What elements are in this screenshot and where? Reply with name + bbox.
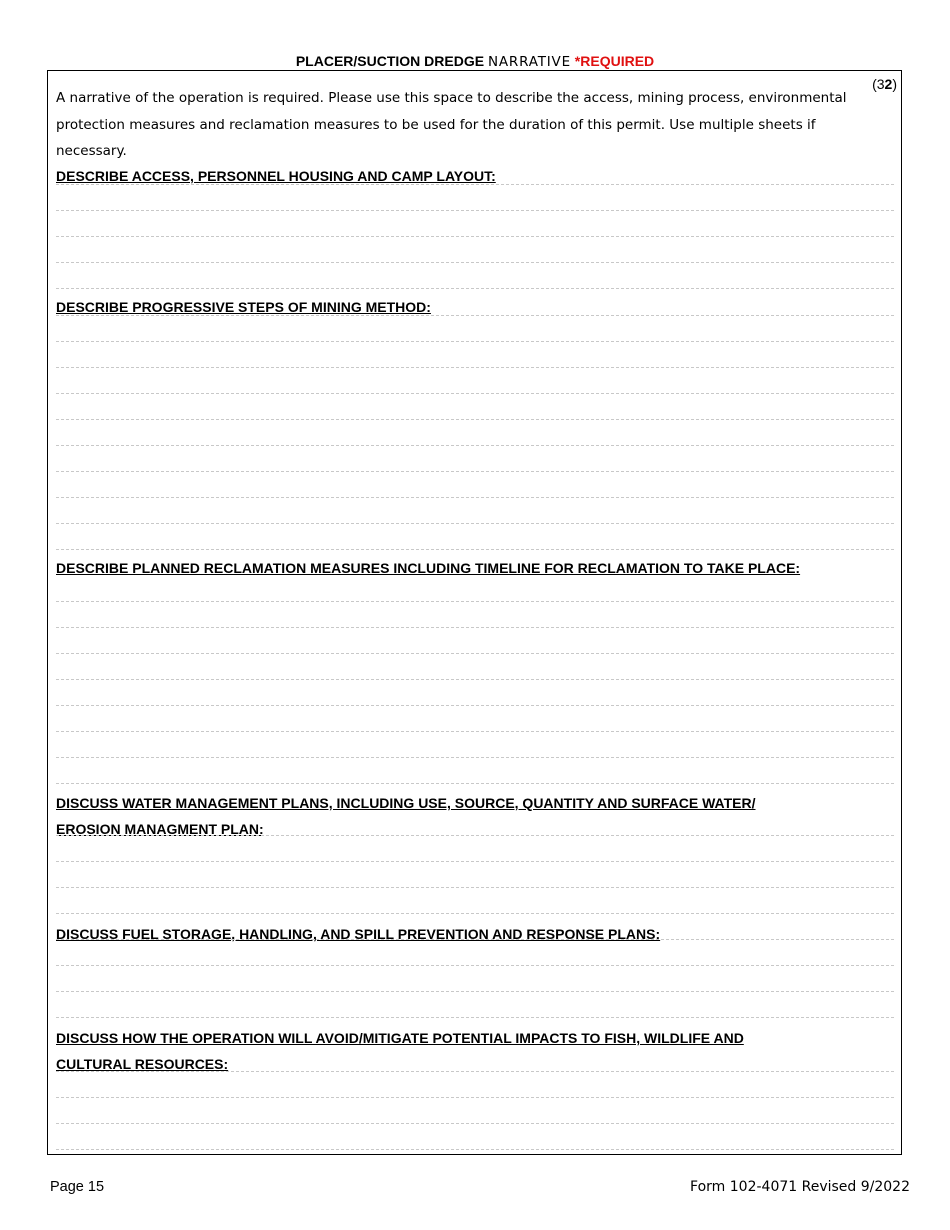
page-number: Page 15	[50, 1179, 105, 1195]
answer-line[interactable]	[56, 965, 894, 966]
section-heading-mining-method: DESCRIBE PROGRESSIVE STEPS OF MINING METHOD:	[56, 299, 431, 315]
narrative-form-box	[47, 70, 902, 1155]
answer-line[interactable]	[56, 471, 894, 472]
answer-line[interactable]	[56, 523, 894, 524]
form-number: Form 102-4071 Revised 9/2022	[690, 1179, 910, 1195]
answer-line[interactable]	[56, 861, 894, 862]
answer-line[interactable]	[56, 679, 894, 680]
section-heading-fish-wildlife-cont: CULTURAL RESOURCES:	[56, 1056, 229, 1072]
section-heading-water-management-cont: EROSION MANAGMENT PLAN:	[56, 821, 264, 837]
answer-line[interactable]	[56, 913, 894, 914]
answer-line[interactable]	[56, 419, 894, 420]
title-bold: PLACER/SUCTION DREDGE	[295, 53, 485, 69]
answer-line[interactable]	[56, 210, 894, 211]
answer-line[interactable]	[56, 887, 894, 888]
answer-line[interactable]	[56, 627, 894, 628]
answer-line[interactable]	[56, 601, 894, 602]
page-title	[0, 53, 950, 70]
section-heading-fuel-storage: DISCUSS FUEL STORAGE, HANDLING, AND SPILL PREVENTION AND RESPONSE PLANS:	[56, 926, 661, 942]
section-heading-water-management: DISCUSS WATER MANAGEMENT PLANS, INCLUDING USE, SOURCE, QUANTITY AND SURFACE WATER/	[56, 795, 756, 811]
answer-line[interactable]	[56, 731, 894, 732]
answer-line[interactable]	[56, 393, 894, 394]
answer-line[interactable]	[56, 367, 894, 368]
answer-line[interactable]	[56, 497, 894, 498]
answer-line[interactable]	[56, 315, 894, 316]
section-heading-access: DESCRIBE ACCESS, PERSONNEL HOUSING AND CAMP LAYOUT:	[56, 168, 496, 184]
answer-line[interactable]	[56, 1123, 894, 1124]
answer-line[interactable]	[56, 1017, 894, 1018]
section-heading-reclamation: DESCRIBE PLANNED RECLAMATION MEASURES INCLUDING TIMELINE FOR RECLAMATION TO TAKE PLACE:	[56, 560, 801, 576]
answer-line[interactable]	[56, 184, 894, 185]
title-narrative: NARRATIVE	[487, 54, 571, 70]
answer-line[interactable]	[56, 939, 894, 940]
answer-line[interactable]	[56, 991, 894, 992]
title-required: *REQUIRED	[574, 53, 655, 69]
answer-line[interactable]	[56, 705, 894, 706]
answer-line[interactable]	[56, 653, 894, 654]
answer-line[interactable]	[56, 341, 894, 342]
intro-text: A narrative of the operation is required. Please use this space to describe the access, mining process, environmental protection measures and reclamation measures to be used for the duration of this permit. Use multiple sheets if necessary.	[56, 90, 847, 159]
answer-line[interactable]	[56, 236, 894, 237]
answer-line[interactable]	[56, 1149, 894, 1150]
section-heading-fish-wildlife: DISCUSS HOW THE OPERATION WILL AVOID/MITIGATE POTENTIAL IMPACTS TO FISH, WILDLIFE AND	[56, 1030, 744, 1046]
answer-line[interactable]	[56, 445, 894, 446]
answer-line[interactable]	[56, 262, 894, 263]
answer-line[interactable]	[56, 757, 894, 758]
answer-line[interactable]	[56, 783, 894, 784]
answer-line[interactable]	[56, 1097, 894, 1098]
answer-line[interactable]	[56, 835, 894, 836]
question-number: (32)	[872, 76, 897, 92]
answer-line[interactable]	[56, 1071, 894, 1072]
answer-line[interactable]	[56, 288, 894, 289]
answer-line[interactable]	[56, 549, 894, 550]
